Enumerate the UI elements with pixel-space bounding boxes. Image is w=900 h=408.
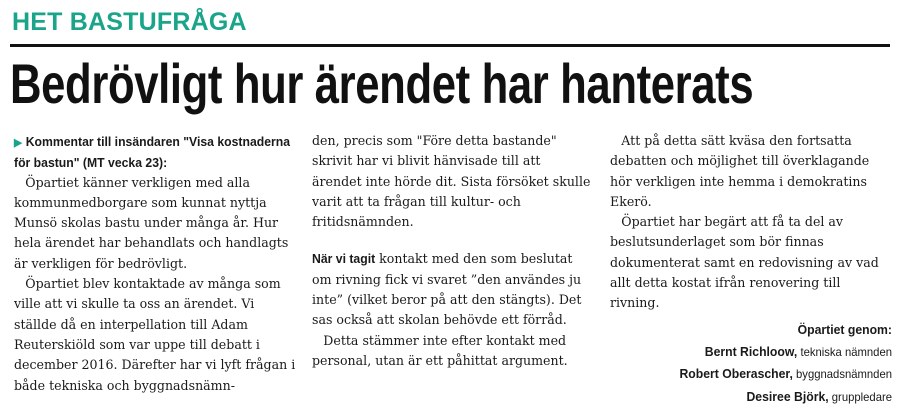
divider	[10, 44, 890, 47]
kicker: HET BASTUFRÅGA	[12, 8, 247, 36]
paragraph: Öpartiet blev kontaktade av många som ville att vi skulle ta oss an ärendet. Vi ställde då en interpellation till Adam Reuterskiöld som var uppe till debatt i december 2016. Därefter har vi lyft frågan i både tekniska och byggnadsnämn-	[14, 277, 296, 394]
arrow-icon: ▶	[14, 137, 22, 149]
signature-line: Bernt Richloow, tekniska nämnden	[704, 343, 892, 359]
column-2	[312, 132, 594, 372]
paragraph-text: kontakt med den som beslutat om rivning fick vi svaret ”den användes ju inte” (vilket beror på att den stängts). Det sas också att skolan behövde ett förråd.	[312, 252, 582, 329]
paragraph: den, precis som "Före detta bastande" skrivit har vi blivit hänvisade till att ärendet inte hörde dit. Sista försöket skulle varit att ta frågan till kultur- och fritidsnämnden.	[312, 134, 591, 231]
paragraph	[312, 249, 594, 331]
paragraph-lead: När vi tagit	[312, 251, 376, 267]
paragraph: Öpartiet har begärt att få ta del av beslutsunderlaget som bör finnas dokumenterat samt en redovisning av vad allt detta kostat ifrån renovering till rivning.	[610, 215, 879, 312]
lead-paragraph	[14, 132, 296, 174]
paragraph: Att på detta sätt kväsa den fortsatta debatten och möjlighet till överklagande hör verkligen inte hemma i demokratins Ekerö.	[610, 134, 870, 210]
column-3	[610, 132, 892, 408]
lead-text: Kommentar till insändaren "Visa kostnaderna för bastun" (MT vecka 23):	[14, 134, 291, 171]
signature-line: Desiree Björk, gruppledare	[746, 388, 892, 404]
signature-line: Robert Oberascher, byggnadsnämnden	[679, 366, 892, 382]
paragraph: Öpartiet känner verkligen med alla kommunmedborgare som kunnat nyttja Munsö skolas bastu under många år. Hur hela ärendet har behandlats och handlagts är verkligen för bedrövligt.	[14, 175, 289, 272]
column-1	[14, 132, 296, 397]
headline: Bedrövligt hur ärendet har hanterats	[10, 52, 754, 115]
signoff: Öpartiet genom:	[797, 321, 892, 337]
paragraph: Detta stämmer inte efter kontakt med personal, utan är ett påhittat argument.	[312, 333, 568, 369]
